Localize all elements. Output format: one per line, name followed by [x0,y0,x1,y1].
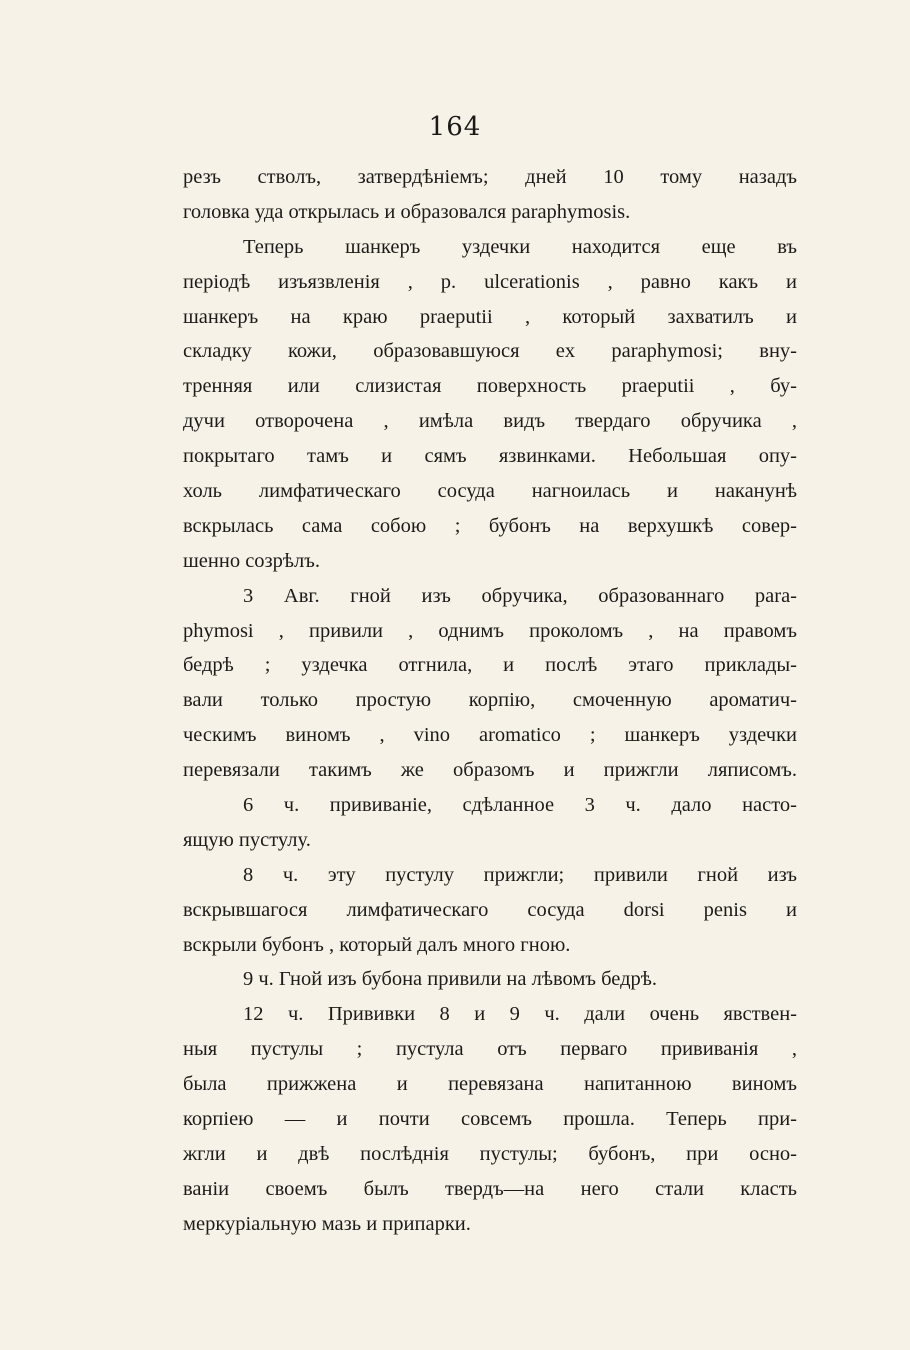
text-line: тренняя или слизистая поверхность praeputii , бу- [183,375,797,398]
text-line: ныя пустулы ; пустула отъ перваго прививанія , [183,1038,797,1061]
text-line: холь лимфатическаго сосуда нагноилась и наканунѣ [183,480,797,503]
text-line: 9 ч. Гной изъ бубона привили на лѣвомъ бедрѣ. [243,968,658,991]
text-line: вскрывшагося лимфатическаго сосуда dorsi penis и [183,898,797,921]
text-line: ящую пустулу. [183,828,311,851]
text-line: 3 Авг. гной изъ обручика, образованнаго para- [243,584,797,607]
text-line: вскрылась сама собою ; бубонъ на верхушкѣ совер- [183,514,797,537]
text-line: шенно созрѣлъ. [183,549,320,572]
text-line: вали только простую корпію, смоченную ароматич- [183,689,797,712]
text-line: жгли и двѣ послѣднія пустулы; бубонъ, при осно- [183,1142,797,1165]
text-line: корпіею — и почти совсемъ прошла. Теперь при- [183,1108,797,1131]
text-line: phymosi , привили , однимъ проколомъ , на правомъ [183,619,797,642]
text-line: шанкеръ на краю praeputii , который захватилъ и [183,305,797,328]
page-number: 164 [428,112,482,142]
text-line: 8 ч. эту пустулу прижгли; привили гной изъ [243,863,797,886]
text-line: ческимъ виномъ , vino aromatico ; шанкеръ уздечки [183,724,797,747]
text-line: Теперь шанкеръ уздечки находится еще въ [243,235,797,258]
text-line: складку кожи, образовавшуюся ex paraphymosi; вну- [183,340,797,363]
text-line: періодѣ изъязвленія , p. ulcerationis , равно какъ и [183,270,797,293]
text-line: была прижжена и перевязана напитанною виномъ [183,1073,797,1096]
text-line: дучи отворочена , имѣла видъ твердаго обручика , [183,410,797,433]
text-line: покрытаго тамъ и сямъ язвинками. Небольшая опу- [183,445,797,468]
text-line: 6 ч. прививаніе, сдѣланное 3 ч. дало насто- [243,794,797,817]
text-line: резъ стволъ, затвердѣніемъ; дней 10 тому назадъ [183,166,797,188]
text-line: головка уда открылась и образовался paraphymosis. [183,200,631,223]
text-line: меркуріальную мазь и припарки. [183,1212,471,1235]
text-line: ваніи своемъ былъ твердъ—на него стали класть [183,1177,797,1200]
text-line: бедрѣ ; уздечка отгнила, и послѣ этаго приклады- [183,654,797,677]
text-line: перевязали такимъ же образомъ и прижгли ляписомъ. [183,759,797,782]
text-line: 12 ч. Прививки 8 и 9 ч. дали очень явствен- [243,1003,797,1026]
body-text [183,160,797,1242]
text-line: вскрыли бубонъ , который далъ много гною. [183,933,571,956]
